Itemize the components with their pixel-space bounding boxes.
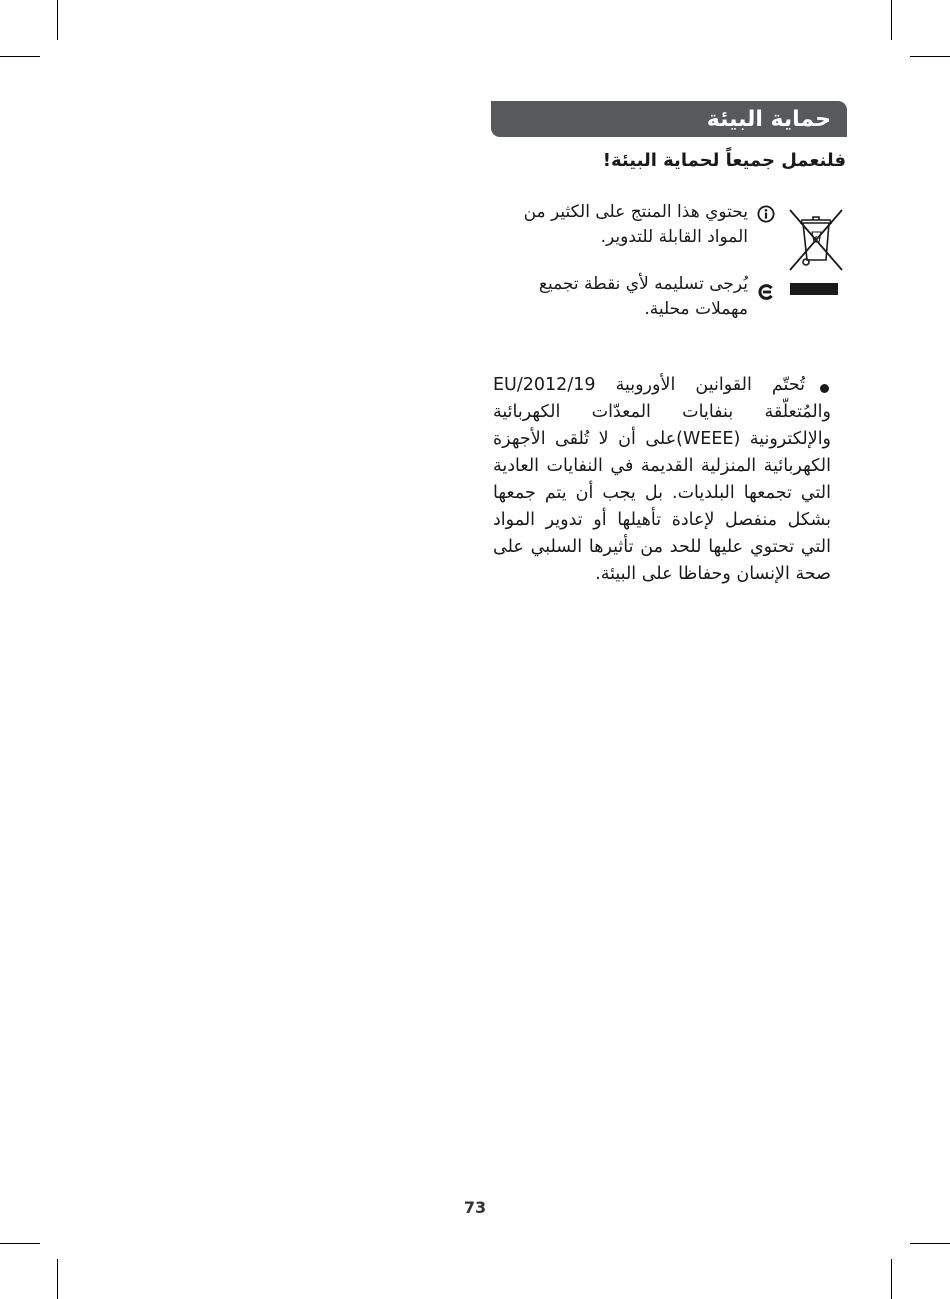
weee-directive-text: تُحتّم القوانين الأوروبية 2012/19/EU والمُتعلّقة بنفايات المعدّات الكهربائية والإلكترونية (WEEE)على أن لا تُلقى الأجهزة الكهربائية المنزلية القديمة في النفايات العادية التي تجمعها البلديات. بل يجب أن يتم جمعها بشكل منفصل لإعادة تأهيلها أو تدوير المواد التي تحتوي عليها للحد من تأثيرها السلبي على صحة الإنسان وحفاظا على البيئة. [493, 375, 832, 584]
crop-mark [891, 0, 892, 40]
weee-directive-paragraph [493, 372, 831, 588]
crop-mark [57, 1259, 58, 1299]
info-circle-icon [757, 205, 775, 223]
crossed-out-wheelie-bin-icon [786, 208, 846, 274]
section-header [491, 101, 847, 137]
page-number: 73 [463, 1198, 487, 1217]
crop-mark [910, 56, 950, 57]
section-title: حماية البيئة [706, 106, 831, 132]
info-text: يحتوي هذا المنتج على الكثير من المواد القابلة للتدوير. [523, 202, 748, 247]
collect-text: يُرجى تسليمه لأي نقطة تجميع مهملات محلية. [538, 274, 748, 319]
crop-mark [0, 1243, 40, 1244]
crop-mark [0, 56, 40, 57]
recycle-collect-icon [757, 283, 775, 301]
crop-mark [891, 1259, 892, 1299]
section-subtitle: فلنعمل جميعاً لحماية البيئة! [602, 150, 846, 171]
crop-mark [910, 1243, 950, 1244]
crop-mark [57, 0, 58, 40]
black-bar [790, 283, 838, 295]
